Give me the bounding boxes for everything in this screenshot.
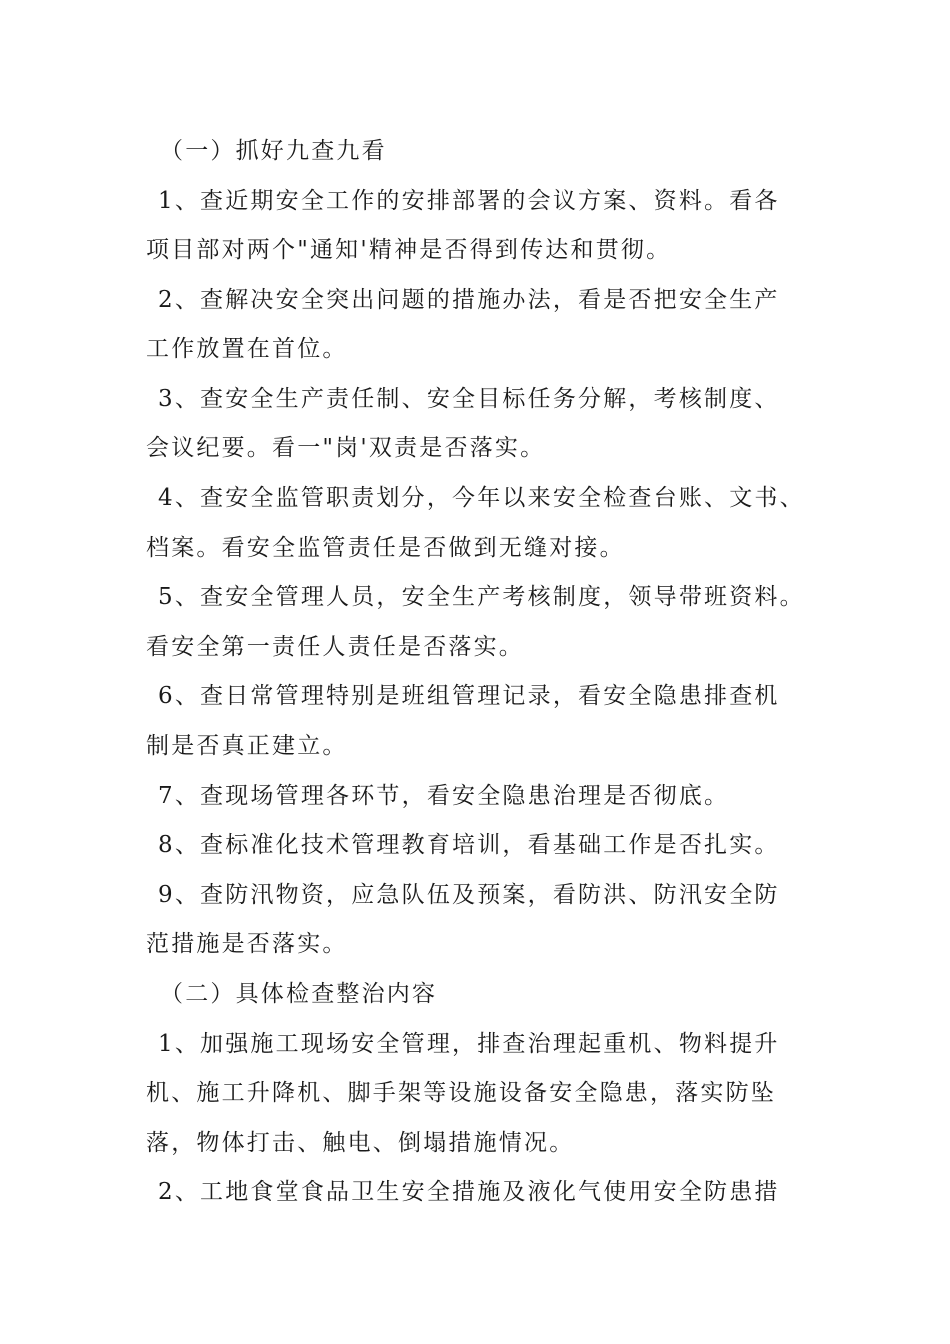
section-heading-1: （一）抓好九查九看 — [160, 138, 387, 164]
paragraph-line: 机、施工升降机、脚手架等设施设备安全隐患，落实防坠 — [146, 1080, 776, 1106]
paragraph-line: 工作放置在首位。 — [146, 336, 348, 362]
paragraph-line: 3、查安全生产责任制、安全目标任务分解，考核制度、 — [158, 386, 780, 412]
paragraph-line: 项目部对两个"通知'精神是否得到传达和贯彻。 — [146, 237, 672, 263]
paragraph-line: 7、查现场管理各环节，看安全隐患治理是否彻底。 — [158, 783, 730, 809]
paragraph-line: 6、查日常管理特别是班组管理记录，看安全隐患排查机 — [158, 683, 780, 709]
paragraph-line: 5、查安全管理人员，安全生产考核制度，领导带班资料。 — [158, 584, 805, 610]
paragraph-line: 1、加强施工现场安全管理，排查治理起重机、物料提升 — [158, 1031, 780, 1057]
paragraph-line: 8、查标准化技术管理教育培训，看基础工作是否扎实。 — [158, 832, 780, 858]
paragraph-line: 2、查解决安全突出问题的措施办法，看是否把安全生产 — [158, 287, 780, 313]
paragraph-line: 档案。看安全监管责任是否做到无缝对接。 — [146, 535, 625, 561]
section-heading-2: （二）具体检查整治内容 — [160, 981, 438, 1007]
paragraph-line: 看安全第一责任人责任是否落实。 — [146, 634, 524, 660]
paragraph-line: 9、查防汛物资，应急队伍及预案，看防洪、防汛安全防 — [158, 882, 780, 908]
paragraph-line: 2、工地食堂食品卫生安全措施及液化气使用安全防患措 — [158, 1179, 780, 1205]
paragraph-line: 落，物体打击、触电、倒塌措施情况。 — [146, 1130, 575, 1156]
paragraph-line: 制是否真正建立。 — [146, 733, 348, 759]
paragraph-line: 范措施是否落实。 — [146, 931, 348, 957]
paragraph-line: 1、查近期安全工作的安排部署的会议方案、资料。看各 — [158, 188, 780, 214]
paragraph-line: 会议纪要。看一"岗'双责是否落实。 — [146, 435, 546, 461]
paragraph-line: 4、查安全监管职责划分，今年以来安全检查台账、文书、 — [158, 485, 805, 511]
